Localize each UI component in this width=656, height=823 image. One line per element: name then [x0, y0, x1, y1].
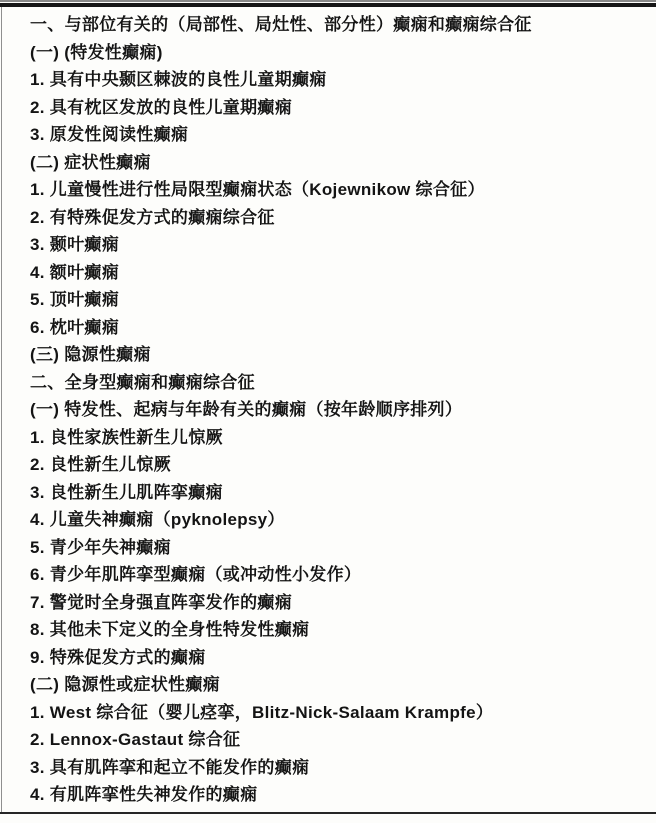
text-line: (一) (特发性癫痫) — [30, 42, 163, 62]
table-top-rule — [0, 3, 656, 7]
text-line: (二) 症状性癫痫 — [30, 152, 151, 172]
text-line: 5. 顶叶癫痫 — [30, 290, 120, 309]
text-line: 3. 原发性阅读性癫痫 — [30, 125, 189, 144]
text-line: 4. 额叶癫痫 — [30, 262, 120, 282]
text-line: 1. 具有中央颞区棘波的良性儿童期癫痫 — [30, 70, 327, 89]
text-line: 4. 有肌阵挛性失神发作的癫痫 — [30, 785, 258, 804]
scan-edge-smudge — [0, 0, 656, 2]
text-line: 2. 有特殊促发方式的癫痫综合征 — [30, 207, 275, 227]
text-line: (三) 隐源性癫痫 — [30, 345, 151, 364]
text-line: (二) 隐源性或症状性癫痫 — [30, 675, 220, 694]
text-line: 2. 具有枕区发放的良性儿童期癫痫 — [30, 97, 293, 117]
table-bottom-rule — [0, 812, 656, 814]
text-line: 2. Lennox-Gastaut 综合征 — [30, 730, 241, 749]
text-line: 1. 良性家族性新生儿惊厥 — [30, 427, 223, 447]
table-left-rule — [1, 7, 2, 813]
text-line: 7. 警觉时全身强直阵挛发作的癫痫 — [30, 592, 293, 612]
text-line: 2. 良性新生儿惊厥 — [30, 455, 171, 474]
text-line: (一) 特发性、起病与年龄有关的癫痫（按年龄顺序排列） — [30, 400, 463, 419]
text-line: 1. 儿童慢性进行性局限型癫痫状态（Kojewnikow 综合征） — [30, 180, 485, 199]
text-line: 二、全身型癫痫和癫痫综合征 — [30, 372, 255, 392]
text-line: 6. 枕叶癫痫 — [30, 317, 120, 337]
text-line: 5. 青少年失神癫痫 — [30, 537, 171, 557]
text-line: 3. 具有肌阵挛和起立不能发作的癫痫 — [30, 757, 310, 777]
text-line: 3. 颞叶癫痫 — [30, 235, 120, 254]
text-line: 8. 其他未下定义的全身性特发性癫痫 — [30, 620, 310, 639]
text-line: 1. West 综合征（婴儿痉挛，Blitz-Nick-Salaam Krampfe） — [30, 702, 494, 722]
document-lines — [30, 11, 644, 809]
text-line: 9. 特殊促发方式的癫痫 — [30, 647, 206, 667]
text-line: 6. 青少年肌阵挛型癫痫（或冲动性小发作） — [30, 565, 362, 584]
text-line: 一、与部位有关的（局部性、局灶性、部分性）癫痫和癫痫综合征 — [30, 15, 532, 34]
text-line: 3. 良性新生儿肌阵挛癫痫 — [30, 482, 223, 502]
text-line: 4. 儿童失神癫痫（pyknolepsy） — [30, 510, 285, 529]
